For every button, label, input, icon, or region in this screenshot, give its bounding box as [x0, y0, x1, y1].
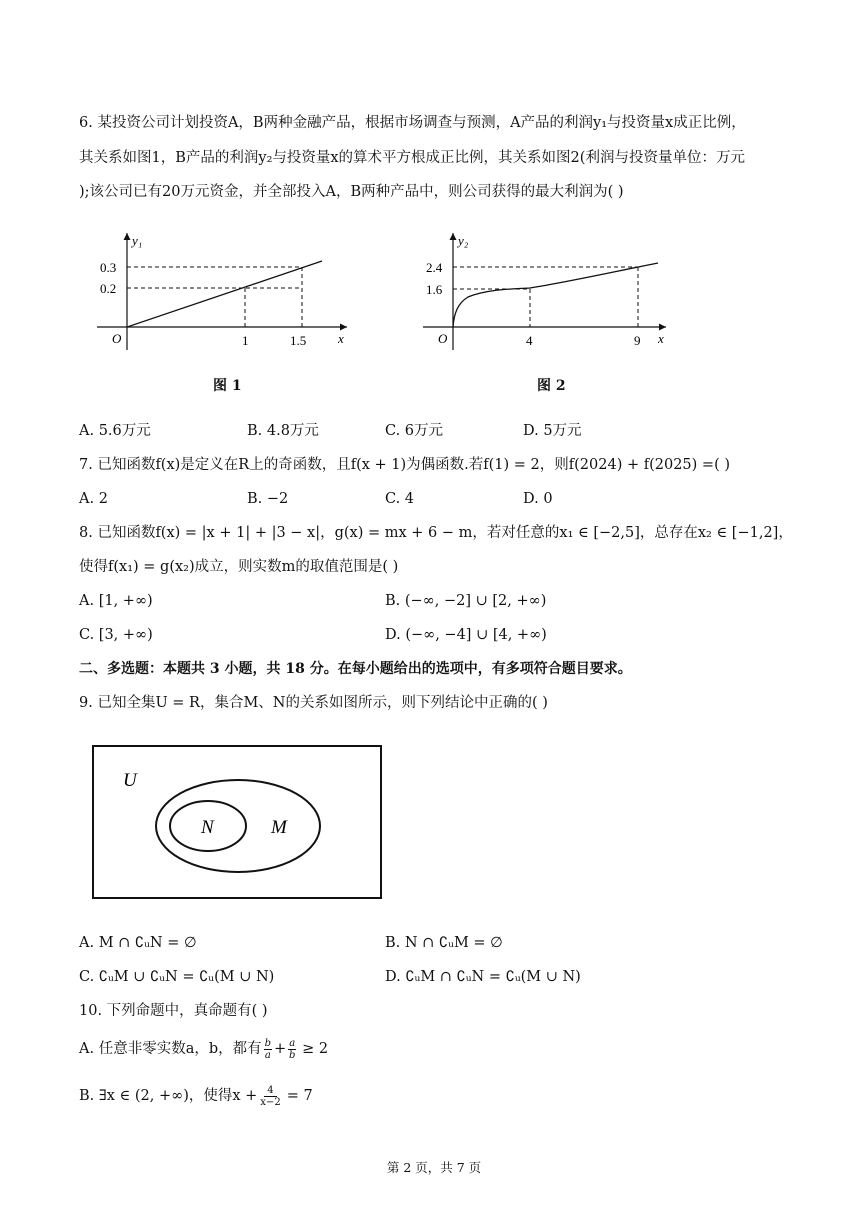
q9-text: 9. 已知全集U = R，集合M、N的关系如图所示，则下列结论中正确的( ) — [79, 695, 548, 711]
fig2-y-label: y₂ — [458, 233, 469, 248]
venn-set-m — [156, 780, 320, 872]
fig1-xtick-1.5: 1.5 — [290, 333, 307, 348]
q10-a-plus: + — [274, 1041, 287, 1057]
q8-line-2: 使得f(x₁) = g(x₂)成立，则实数m的取值范围是( ) — [79, 559, 399, 575]
fig1-xtick-1: 1 — [242, 333, 249, 348]
q8-option-d[interactable]: D. (−∞, −4] ∪ [4, +∞) — [385, 627, 547, 643]
fig2-xtick-9: 9 — [634, 333, 641, 348]
q7-option-d[interactable]: D. 0 — [523, 491, 553, 507]
q10-b-suffix: = 7 — [286, 1088, 313, 1104]
section-2-heading: 二、多选题：本题共 3 小题，共 18 分。在每小题给出的选项中，有多项符合题目要求。 — [79, 661, 632, 677]
q8-option-a[interactable]: A. [1, +∞) — [79, 593, 153, 609]
q10-a-fraction-1 — [264, 1038, 272, 1061]
q10-a-frac2-num: a — [289, 1037, 296, 1049]
fig1-y-label: y₁ — [132, 233, 143, 248]
q7-option-a[interactable]: A. 2 — [79, 491, 108, 507]
fig2-ytick-2.4: 2.4 — [426, 260, 443, 275]
figure-1-graph — [92, 225, 362, 355]
q6-line-2: 其关系如图1，B产品的利润y₂与投资量x的算术平方根成正比例，其关系如图2(利润与投资量单位：万元 — [79, 150, 745, 166]
q6-line-3: );该公司已有20万元资金，并全部投入A，B两种产品中，则公司获得的最大利润为( ) — [79, 184, 624, 200]
venn-diagram — [90, 743, 385, 903]
fig2-sqrt-curve — [453, 263, 658, 327]
q6-option-a[interactable]: A. 5.6万元 — [79, 423, 151, 439]
q10-option-b[interactable] — [79, 1083, 313, 1109]
fig1-origin: O — [112, 331, 122, 346]
q10-a-prefix: A. 任意非零实数a，b，都有 — [79, 1041, 262, 1057]
fig1-ytick-0.3: 0.3 — [100, 260, 117, 275]
q10-a-frac1-den: a — [264, 1049, 271, 1061]
q6-option-c[interactable]: C. 6万元 — [385, 423, 444, 439]
q6-line-1: 6. 某投资公司计划投资A，B两种金融产品，根据市场调查与预测，A产品的利润y₁与投资量x成正比例， — [79, 115, 746, 131]
q10-a-fraction-2 — [288, 1038, 296, 1061]
q7-option-b[interactable]: B. −2 — [247, 491, 289, 507]
q10-a-frac1-num: b — [264, 1037, 272, 1049]
q10-option-a[interactable] — [79, 1036, 328, 1062]
fig2-ytick-1.6: 1.6 — [426, 282, 443, 297]
fig2-x-label: x — [658, 331, 664, 346]
venn-label-u: U — [123, 770, 137, 791]
q8-line-1: 8. 已知函数f(x) = |x + 1| + |3 − x|，g(x) = mx + 6 − m，若对任意的x₁ ∈ [−2,5]，总存在x₂ ∈ [−1,2]， — [79, 525, 793, 541]
figure-2-graph — [418, 225, 678, 355]
figure-1-caption: 图 1 — [213, 378, 242, 394]
fig1-x-label: x — [338, 331, 344, 346]
q7-option-c[interactable]: C. 4 — [385, 491, 415, 507]
q10-b-frac-num: 4 — [264, 1085, 276, 1097]
q6-option-d[interactable]: D. 5万元 — [523, 423, 582, 439]
q9-option-b[interactable]: B. N ∩ ∁ᵤM = ∅ — [385, 935, 503, 951]
q8-option-c[interactable]: C. [3, +∞) — [79, 627, 153, 643]
page-footer: 第 2 页，共 7 页 — [386, 1160, 482, 1175]
q10-a-suffix: ≥ 2 — [302, 1041, 329, 1057]
q9-option-a[interactable]: A. M ∩ ∁ᵤN = ∅ — [79, 935, 197, 951]
q10-a-frac2-den: b — [288, 1049, 296, 1061]
q8-option-b[interactable]: B. (−∞, −2] ∪ [2, +∞) — [385, 593, 547, 609]
q6-option-b[interactable]: B. 4.8万元 — [247, 423, 319, 439]
q9-option-c[interactable]: C. ∁ᵤM ∪ ∁ᵤN = ∁ᵤ(M ∪ N) — [79, 969, 275, 985]
q10-b-prefix: B. ∃x ∈ (2, +∞)，使得x + — [79, 1088, 258, 1104]
q10-text: 10. 下列命题中，真命题有( ) — [79, 1003, 268, 1019]
venn-label-n: N — [201, 817, 214, 838]
q10-b-fraction — [260, 1085, 280, 1108]
q10-b-frac-den: x−2 — [260, 1096, 281, 1108]
fig2-origin: O — [438, 331, 448, 346]
figure-2-caption: 图 2 — [537, 378, 566, 394]
venn-label-m: M — [271, 817, 287, 838]
venn-universe-rect — [93, 746, 381, 898]
fig1-line — [127, 261, 322, 327]
q9-option-d[interactable]: D. ∁ᵤM ∩ ∁ᵤN = ∁ᵤ(M ∪ N) — [385, 969, 581, 985]
fig2-xtick-4: 4 — [526, 333, 533, 348]
q7-text: 7. 已知函数f(x)是定义在R上的奇函数，且f(x + 1)为偶函数.若f(1) = 2，则f(2024) + f(2025) =( ) — [79, 457, 730, 473]
fig1-ytick-0.2: 0.2 — [100, 281, 117, 296]
